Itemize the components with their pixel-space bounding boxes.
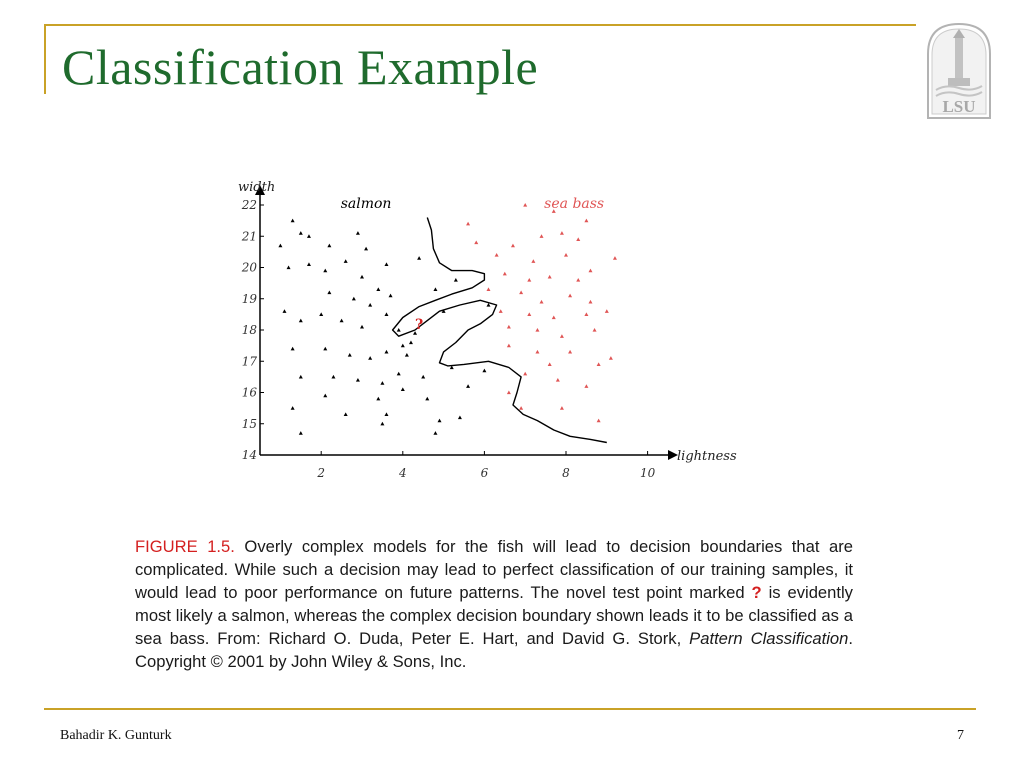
- salmon-point: [291, 219, 295, 223]
- y-tick-label: 14: [241, 448, 257, 462]
- salmon-point: [319, 312, 323, 316]
- footer-author: Bahadir K. Gunturk: [60, 728, 172, 743]
- sea-bass-point: [535, 350, 539, 354]
- sea-bass-point: [584, 312, 588, 316]
- sea-bass-point: [519, 406, 523, 410]
- figure-caption: [135, 535, 853, 673]
- salmon-point: [356, 378, 360, 382]
- salmon-point: [482, 369, 486, 373]
- sea-bass-point: [511, 244, 515, 248]
- sea-bass-point: [560, 231, 564, 235]
- left-rule: [44, 24, 46, 94]
- salmon-point: [287, 266, 291, 270]
- sea-bass-point: [503, 272, 507, 276]
- salmon-point: [348, 353, 352, 357]
- y-tick-label: 18: [241, 323, 257, 337]
- top-rule: [44, 24, 916, 26]
- scatter-plot: [230, 175, 750, 485]
- salmon-point: [282, 309, 286, 313]
- salmon-point: [327, 291, 331, 295]
- salmon-point: [323, 347, 327, 351]
- y-tick-label: 17: [241, 354, 257, 369]
- salmon-point: [299, 231, 303, 235]
- salmon-point: [360, 275, 364, 279]
- y-tick-label: 20: [241, 260, 257, 275]
- salmon-point: [384, 262, 388, 266]
- sea-bass-point: [548, 362, 552, 366]
- salmon-point: [384, 312, 388, 316]
- sea-bass-point: [597, 362, 601, 366]
- sea-bass-point: [531, 259, 535, 263]
- salmon-point: [368, 303, 372, 307]
- sea-bass-point: [540, 234, 544, 238]
- salmon-point: [401, 344, 405, 348]
- salmon-point: [397, 372, 401, 376]
- salmon-point: [368, 356, 372, 360]
- sea-bass-point: [560, 334, 564, 338]
- x-tick-label: 8: [562, 466, 570, 480]
- sea-bass-point: [605, 309, 609, 313]
- salmon-point: [376, 397, 380, 401]
- salmon-point: [389, 294, 393, 298]
- sea-bass-point: [552, 316, 556, 320]
- sea-bass-point: [556, 378, 560, 382]
- salmon-point: [364, 247, 368, 251]
- caption-text-1: Overly complex models for the fish will lead to decision boundaries that are complicated. While such a decision may lead to perfect classification of our training samples, it would lead to poor performance on future patterns. The novel test point marked: [135, 537, 853, 602]
- sea-bass-point: [507, 391, 511, 395]
- sea-bass-point: [495, 253, 499, 257]
- salmon-point: [331, 375, 335, 379]
- x-tick-label: 4: [398, 466, 407, 480]
- salmon-point: [344, 412, 348, 416]
- salmon-point: [299, 375, 303, 379]
- page-number: 7: [957, 728, 964, 743]
- sea-bass-point: [523, 203, 527, 207]
- sea-bass-point: [609, 356, 613, 360]
- sea-bass-point: [507, 344, 511, 348]
- caption-text-3: . Copyright © 2001 by John Wiley & Sons, Inc.: [135, 629, 853, 671]
- salmon-point: [454, 278, 458, 282]
- salmon-point: [380, 422, 384, 426]
- salmon-point: [433, 287, 437, 291]
- salmon-point: [384, 350, 388, 354]
- salmon-point: [405, 353, 409, 357]
- y-tick-label: 15: [241, 416, 257, 431]
- salmon-point: [438, 419, 442, 423]
- sea-bass-point: [523, 372, 527, 376]
- salmon-label: salmon: [340, 196, 392, 213]
- salmon-point: [380, 381, 384, 385]
- sea-bass-point: [576, 278, 580, 282]
- sea-bass-point: [474, 241, 478, 245]
- sea-bass-point: [486, 287, 490, 291]
- y-tick-label: 21: [241, 229, 257, 244]
- y-tick-label: 22: [241, 198, 257, 212]
- salmon-point: [291, 406, 295, 410]
- salmon-point: [340, 319, 344, 323]
- x-axis-label: lightness: [677, 449, 737, 464]
- figure-label: FIGURE 1.5.: [135, 537, 235, 556]
- salmon-point: [291, 347, 295, 351]
- sea-bass-point: [613, 256, 617, 260]
- x-tick-label: 10: [639, 466, 656, 480]
- sea-bass-point: [499, 309, 503, 313]
- sea-bass-point: [564, 253, 568, 257]
- salmon-point: [278, 244, 282, 248]
- sea-bass-point: [507, 325, 511, 329]
- lsu-logo: [922, 20, 996, 120]
- logo-text: LSU: [942, 97, 976, 116]
- x-tick-label: 2: [317, 466, 326, 480]
- salmon-point: [425, 397, 429, 401]
- x-tick-label: 6: [480, 466, 489, 480]
- sea-bass-label: sea bass: [544, 196, 605, 213]
- salmon-point: [458, 416, 462, 420]
- sea-bass-point: [548, 275, 552, 279]
- y-axis-label: width: [238, 180, 276, 195]
- sea-bass-point: [568, 350, 572, 354]
- y-tick-label: 16: [241, 385, 257, 400]
- caption-text-2: is evidently most likely a salmon, whereas the complex decision boundary shown leads it to be classified as a sea bass. From: Richard O. Duda, Peter E. Hart, and David G. Stork,: [135, 583, 853, 648]
- salmon-point: [327, 244, 331, 248]
- salmon-point: [323, 394, 327, 398]
- salmon-point: [299, 319, 303, 323]
- sea-bass-point: [568, 294, 572, 298]
- sea-bass-point: [576, 237, 580, 241]
- salmon-point: [307, 262, 311, 266]
- y-tick-label: 19: [241, 291, 257, 306]
- sea-bass-point: [588, 300, 592, 304]
- caption-book-title: Pattern Classification: [689, 629, 849, 648]
- sea-bass-point: [527, 312, 531, 316]
- slide-title: Classification Example: [62, 39, 539, 95]
- sea-bass-point: [584, 219, 588, 223]
- sea-bass-point: [540, 300, 544, 304]
- salmon-point: [344, 259, 348, 263]
- salmon-point: [356, 231, 360, 235]
- bottom-rule: [44, 708, 976, 710]
- salmon-point: [352, 297, 356, 301]
- sea-bass-point: [597, 419, 601, 423]
- salmon-point: [323, 269, 327, 273]
- salmon-point: [384, 412, 388, 416]
- salmon-point: [466, 384, 470, 388]
- salmon-point: [397, 328, 401, 332]
- sea-bass-point: [466, 222, 470, 226]
- salmon-point: [417, 256, 421, 260]
- sea-bass-point: [527, 278, 531, 282]
- sea-bass-point: [584, 384, 588, 388]
- salmon-point: [376, 287, 380, 291]
- sea-bass-point: [588, 269, 592, 273]
- sea-bass-point: [560, 406, 564, 410]
- salmon-point: [421, 375, 425, 379]
- salmon-point: [401, 387, 405, 391]
- sea-bass-point: [535, 328, 539, 332]
- decision-boundary: [393, 218, 607, 443]
- salmon-point: [433, 431, 437, 435]
- sea-bass-point: [519, 291, 523, 295]
- caption-marker: ?: [751, 583, 762, 602]
- salmon-point: [360, 325, 364, 329]
- salmon-point: [299, 431, 303, 435]
- salmon-point: [307, 234, 311, 238]
- sea-bass-point: [593, 328, 597, 332]
- salmon-point: [409, 341, 413, 345]
- test-point-marker: ?: [415, 316, 424, 333]
